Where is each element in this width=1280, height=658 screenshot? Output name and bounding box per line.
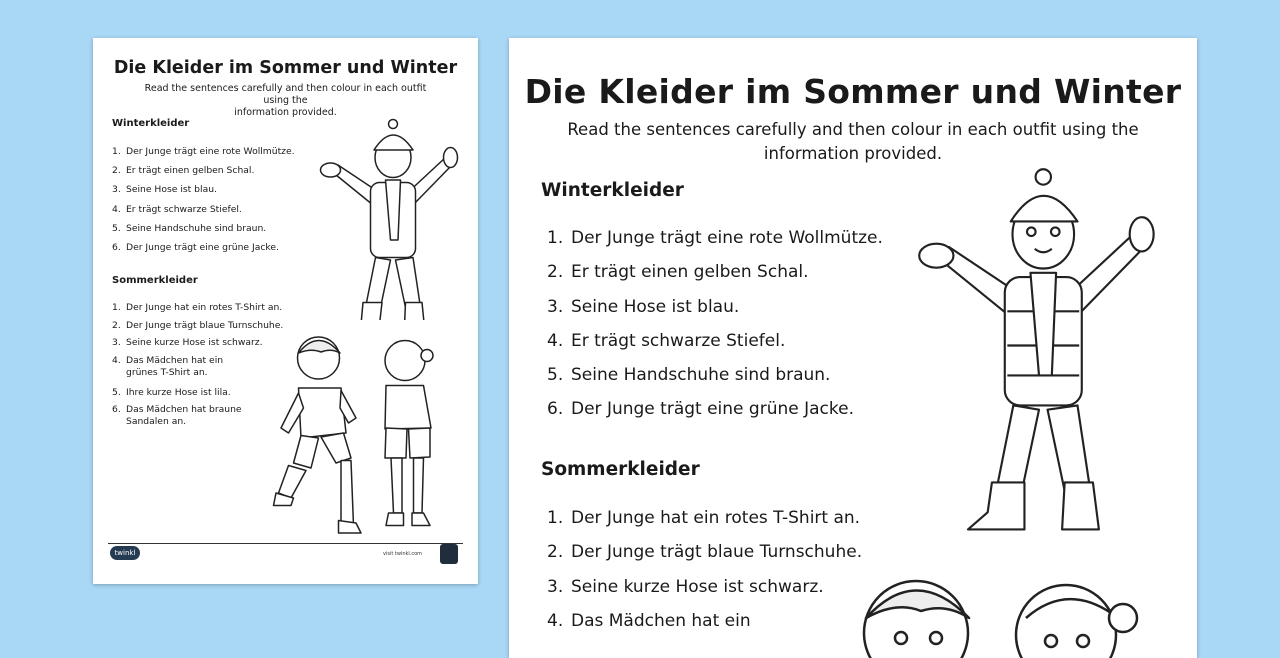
- summer-heading: Sommerkleider: [541, 459, 700, 480]
- list-item: 3. Seine Hose ist blau.: [547, 296, 740, 317]
- list-item: 5. Seine Handschuhe sind braun.: [112, 222, 267, 234]
- list-item: 2. Er trägt einen gelben Schal.: [112, 165, 255, 177]
- thumbnail-winter-list: [112, 146, 295, 261]
- summer-children-illustration: [861, 573, 1141, 658]
- twinkl-logo: twinkl: [110, 546, 140, 560]
- list-item: 3. Seine kurze Hose ist schwarz.: [112, 337, 263, 349]
- list-item: 3. Seine Hose ist blau.: [112, 184, 217, 196]
- list-item: 6. Das Mädchen hat braune Sandalen an.: [112, 404, 242, 428]
- list-item: 5. Ihre kurze Hose ist lila.: [112, 386, 231, 398]
- list-item: 1. Der Junge hat ein rotes T-Shirt an.: [112, 302, 283, 313]
- list-item: 1. Der Junge trägt eine rote Wollmütze.: [112, 146, 295, 157]
- thumbnail-title: Die Kleider im Sommer und Winter: [113, 58, 458, 78]
- list-item: 5. Seine Handschuhe sind braun.: [547, 365, 831, 386]
- worksheet-thumbnail[interactable]: [93, 38, 478, 584]
- instructions: Read the sentences carefully and then colour in each outfit using the information provided.: [567, 120, 1139, 163]
- list-item: 3. Seine kurze Hose ist schwarz.: [547, 576, 824, 597]
- winter-boy-illustration: [318, 110, 463, 320]
- thumbnail-summer-heading: Sommerkleider: [112, 275, 198, 286]
- thumbnail-summer-list: [112, 302, 283, 436]
- thumbnail-subtitle: Read the sentences carefully and then colour in each outfit using the information provided.: [144, 83, 427, 118]
- list-item: 4. Er trägt schwarze Stiefel.: [112, 203, 242, 215]
- list-item: 2. Der Junge trägt blaue Turnschuhe.: [112, 319, 284, 331]
- winter-heading: Winterkleider: [541, 180, 684, 201]
- footer-divider: [108, 543, 463, 544]
- page-title: Die Kleider im Sommer und Winter: [524, 72, 1182, 111]
- list-item: 4. Das Mädchen hat ein: [547, 610, 751, 631]
- winter-list: [547, 228, 883, 434]
- summer-children-illustration: [271, 333, 471, 538]
- list-item: 4. Er trägt schwarze Stiefel.: [547, 330, 786, 351]
- badge-icon: [440, 544, 458, 564]
- list-item: 4. Das Mädchen hat ein grünes T-Shirt an.: [112, 354, 224, 378]
- worksheet-large[interactable]: [509, 38, 1197, 658]
- list-item: 6. Der Junge trägt eine grüne Jacke.: [112, 241, 279, 253]
- list-item: 2. Er trägt einen gelben Schal.: [547, 262, 809, 283]
- winter-boy-illustration: [914, 153, 1164, 538]
- list-item: 6. Der Junge trägt eine grüne Jacke.: [547, 399, 854, 420]
- footer-text: visit twinkl.com: [383, 551, 423, 557]
- summer-list: [547, 508, 862, 645]
- thumbnail-winter-heading: Winterkleider: [112, 118, 190, 129]
- list-item: 1. Der Junge hat ein rotes T-Shirt an.: [547, 508, 861, 528]
- list-item: 1. Der Junge trägt eine rote Wollmütze.: [547, 228, 883, 248]
- list-item: 2. Der Junge trägt blaue Turnschuhe.: [547, 542, 863, 563]
